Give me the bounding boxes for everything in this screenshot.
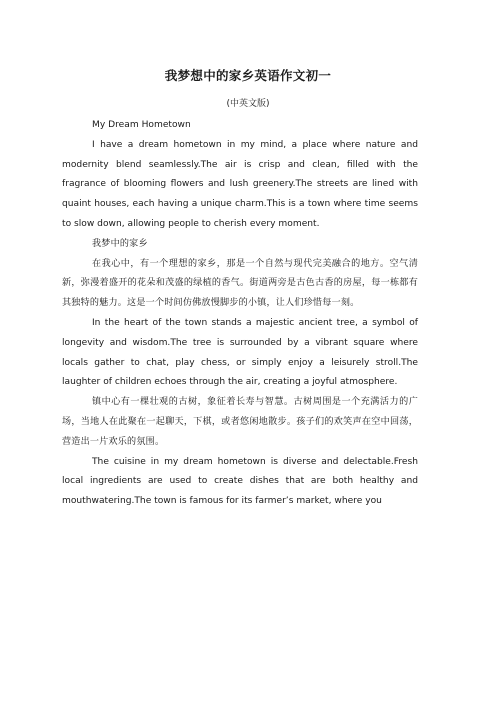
document-body (62, 116, 418, 512)
document-subtitle: (中英文版) (226, 99, 270, 109)
document-title: 我梦想中的家乡英语作文初一 (164, 68, 332, 83)
chinese-paragraph-2: 镇中心有一棵壮观的古树，象征着长寿与智慧。古树周围是一个充满活力的广场，当地人在此聚在一起聊天，下棋，或者悠闲地散步。孩子们的欢笑声在空中回荡，营造出一片欢乐的氛围。 (62, 397, 418, 447)
chinese-heading: 我梦中的家乡 (92, 238, 148, 249)
english-paragraph-2: In the heart of the town stands a majestic ancient tree, a symbol of longevity and wisdom.The tree is surrounded by a vibrant square where locals gather to chat, play chess, or simply enjoy a leisurely stroll.The laughter of children echoes through the air, creating a joyful atmosphere. (62, 317, 418, 388)
english-heading: My Dream Hometown (92, 120, 191, 130)
chinese-paragraph-1: 在我心中，有一个理想的家乡，那是一个自然与现代完美融合的地方。空气清新，弥漫着盛开的花朵和茂盛的绿植的香气。街道两旁是古色古香的房屋，每一栋都有其独特的魅力。这是一个时间仿佛放慢脚步的小镇，让人们珍惜每一刻。 (62, 258, 418, 309)
english-paragraph-1: I have a dream hometown in my mind, a place where nature and modernity blend seamlessly.The air is crisp and clean, filled with the fragrance of blooming flowers and lush greenery.The streets are lined with quaint houses, each having a unique charm.This is a town where time seems to slow down, allowing people to cherish every moment. (62, 139, 418, 229)
english-paragraph-3: The cuisine in my dream hometown is diverse and delectable.Fresh local ingredients are used to create dishes that are both healthy and mouthwatering.The town is famous for its farmer’s market, where you (62, 456, 418, 507)
